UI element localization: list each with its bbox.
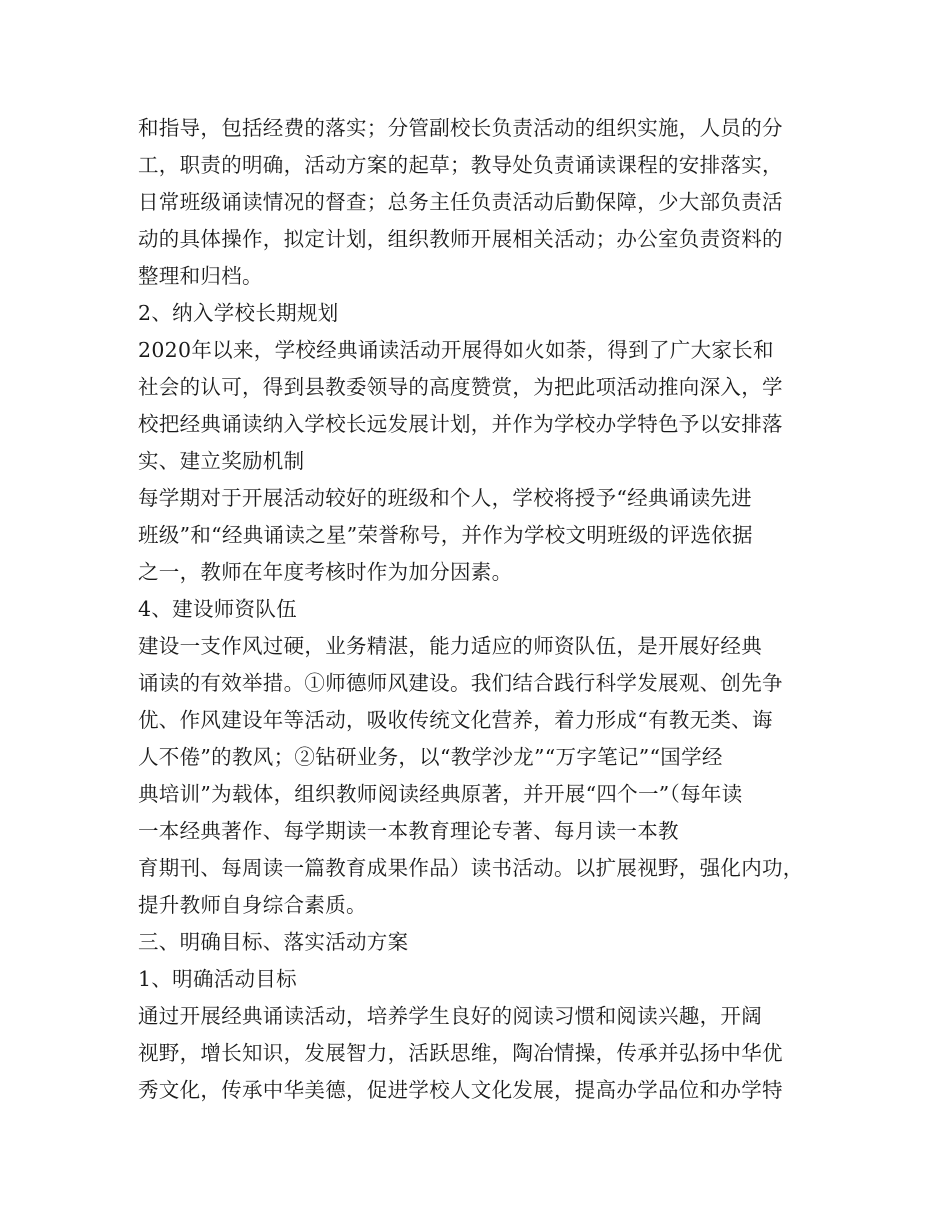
text-line: 提升教师自身综合素质。 [138,893,367,917]
text-line: 视野，增长知识，发展智力，活跃思维，陶冶情操，传承并弘扬中华优 [138,1041,783,1065]
text-line: 工，职责的明确，活动方案的起草；教导处负责诵读课程的安排落实， [138,153,783,177]
text-line: 育期刊、每周读一篇教育成果作品）读书活动。以扩展视野，强化内功， [138,856,804,880]
text-line: 诵读的有效举措。①师德师风建设。我们结合践行科学发展观、创先争 [138,671,783,695]
text-line: 校把经典诵读纳入学校长远发展计划，并作为学校办学特色予以安排落 [138,412,783,436]
text-line: 秀文化，传承中华美德，促进学校人文化发展，提高办学品位和办学特 [138,1078,783,1102]
text-line: 和指导，包括经费的落实；分管副校长负责活动的组织实施，人员的分 [138,116,783,140]
text-line: 人不倦”的教风；②钻研业务，以“教学沙龙”“万字笔记”“国学经 [138,745,723,769]
text-line: 社会的认可，得到县教委领导的高度赞赏，为把此项活动推向深入，学 [138,375,783,399]
text-line: 一本经典著作、每学期读一本教育理论专著、每月读一本教 [138,819,679,843]
section-heading: 三、明确目标、落实活动方案 [138,930,409,954]
text-line: 整理和归档。 [138,264,263,288]
text-line: 实、建立奖励机制 [138,449,305,473]
text-line: 班级”和“经典诵读之星”荣誉称号，并作为学校文明班级的评选依据 [138,523,753,547]
text-line: 2020年以来，学校经典诵读活动开展得如火如荼，得到了广大家长和 [138,338,774,362]
section-heading: 2、纳入学校长期规划 [138,301,339,325]
text-line: 之一，教师在年度考核时作为加分因素。 [138,560,513,584]
text-line: 建设一支作风过硬，业务精湛，能力适应的师资队伍，是开展好经典 [138,634,762,658]
text-line: 日常班级诵读情况的督查；总务主任负责活动后勤保障，少大部负责活 [138,190,783,214]
section-heading: 4、建设师资队伍 [138,597,297,621]
text-line: 优、作风建设年等活动，吸收传统文化营养，着力形成“有教无类、诲 [138,708,773,732]
section-heading: 1、明确活动目标 [138,967,297,991]
text-line: 动的具体操作，拟定计划，组织教师开展相关活动；办公室负责资料的 [138,227,783,251]
text-line: 通过开展经典诵读活动，培养学生良好的阅读习惯和阅读兴趣，开阔 [138,1004,762,1028]
body-text [138,110,828,1109]
text-line: 每学期对于开展活动较好的班级和个人，学校将授予“经典诵读先进 [138,486,752,510]
text-line: 典培训”为载体，组织教师阅读经典原著，并开展“四个一”（每年读 [138,782,743,806]
